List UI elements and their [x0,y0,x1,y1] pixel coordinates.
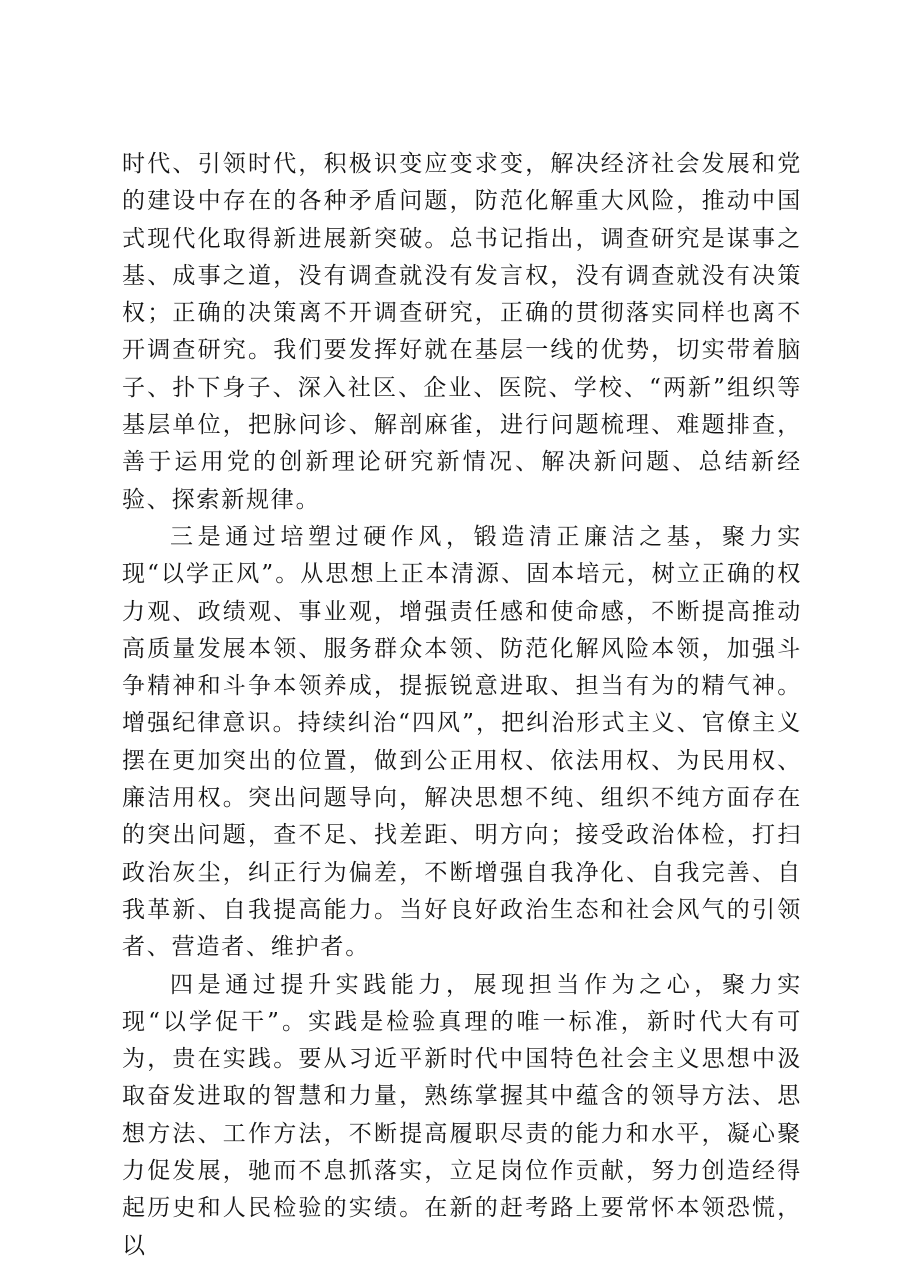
paragraph-point-three: 三是通过培塑过硬作风，锻造清正廉洁之基，聚力实现“以学正风”。从思想上正本清源、固本培元，树立正确的权力观、政绩观、事业观，增强责任感和使命感，不断提高推动高质量发展本领、服务群众本领、防范化解风险本领，加强斗争精神和斗争本领养成，提振锐意进取、担当有为的精气神。增强纪律意识。持续纠治“四风”，把纠治形式主义、官僚主义摆在更加突出的位置，做到公正用权、依法用权、为民用权、廉洁用权。突出问题导向，解决思想不纯、组织不纯方面存在的突出问题，查不足、找差距、明方向；接受政治体检，打扫政治灰尘，纠正行为偏差，不断增强自我净化、自我完善、自我革新、自我提高能力。当好良好政治生态和社会风气的引领者、营造者、维护者。 [122,523,802,961]
paragraph-continued: 时代、引领时代，积极识变应变求变，解决经济社会发展和党的建设中存在的各种矛盾问题，防范化解重大风险，推动中国式现代化取得新进展新突破。总书记指出，调查研究是谋事之基、成事之道，没有调查就没有发言权，没有调查就没有决策权；正确的决策离不开调查研究，正确的贯彻落实同样也离不开调查研究。我们要发挥好就在基层一线的优势，切实带着脑子、扑下身子、深入社区、企业、医院、学校、“两新”组织等基层单位，把脉问诊、解剖麻雀，进行问题梳理、难题排查，善于运用党的创新理论研究新情况、解决新问题、总结新经验、探索新规律。 [122,151,802,513]
document-body [122,146,802,1265]
paragraph-point-four: 四是通过提升实践能力，展现担当作为之心，聚力实现“以学促干”。实践是检验真理的唯一标准，新时代大有可为，贵在实践。要从习近平新时代中国特色社会主义思想中汲取奋发进取的智慧和力量，熟练掌握其中蕴含的领导方法、思想方法、工作方法，不断提高履职尽责的能力和水平，凝心聚力促发展，驰而不息抓落实，立足岗位作贡献，努力创造经得起历史和人民检验的实绩。在新的赶考路上要常怀本领恐慌，以 [122,971,802,1259]
